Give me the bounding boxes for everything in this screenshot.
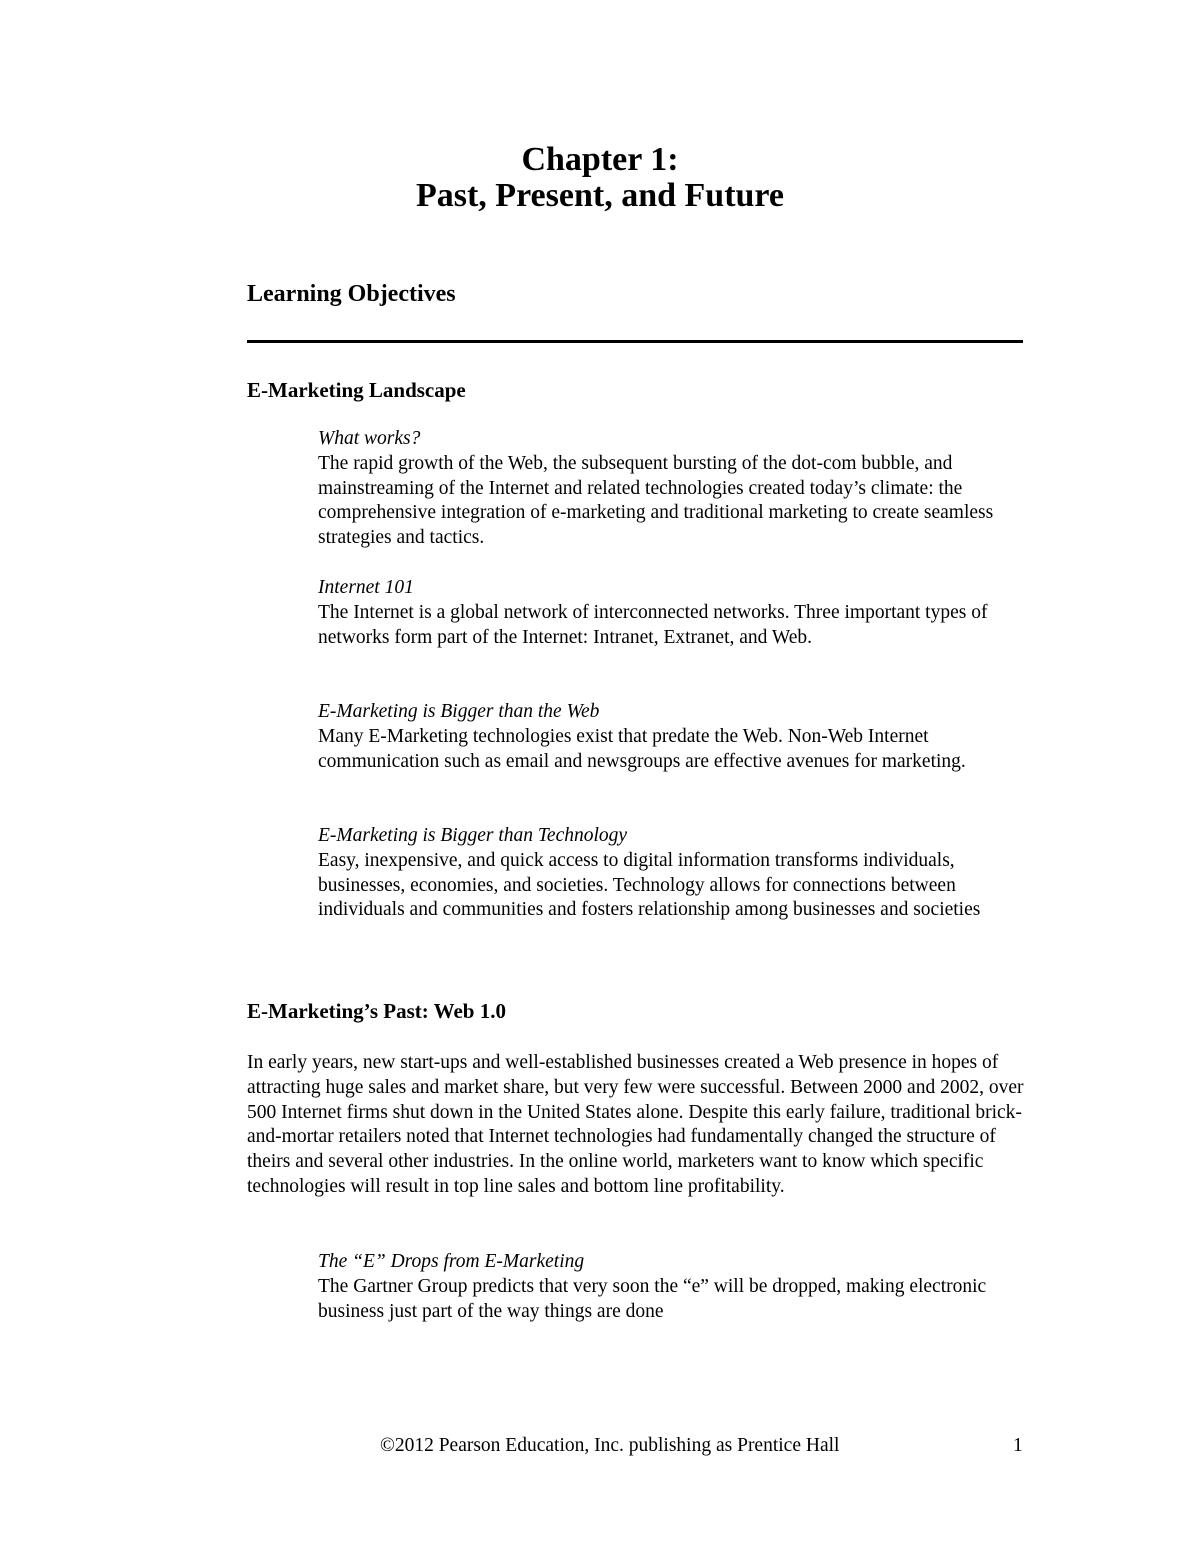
- objective-title: Internet 101: [318, 577, 414, 598]
- objective-body: Easy, inexpensive, and quick access to digital information transforms individuals, businesses, economies, and societies. Technology allows for connections between individuals and communities and fosters relationship among businesses and societies: [318, 849, 981, 921]
- chapter-name: Past, Present, and Future: [415, 177, 784, 214]
- objective-title: What works?: [318, 428, 421, 449]
- objective-block: [318, 700, 1028, 774]
- objective-body: The Internet is a global network of interconnected networks. Three important types of networks form part of the Internet: Intranet, Extranet, and Web.: [318, 601, 988, 648]
- chapter-number: Chapter 1:: [521, 141, 679, 178]
- objective-block: [318, 824, 1028, 923]
- objective-body: The Gartner Group predicts that very soon the “e” will be dropped, making electronic business just part of the way things are done: [318, 1275, 987, 1322]
- learning-objectives-heading: Learning Objectives: [247, 281, 456, 307]
- objective-block: [318, 1250, 1028, 1324]
- section-paragraph: In early years, new start-ups and well-established businesses created a Web presence in hopes of attracting huge sales and market share, but very few were successful. Between 2000 and 2002, over 500 Internet firms shut down in the United States alone. Despite this early failure, traditional brick-and-mortar retailers noted that Internet technologies had fundamentally changed the structure of theirs and several other industries. In the online world, marketers want to know which specific technologies will result in top line sales and bottom line profitability.: [247, 1052, 1024, 1197]
- objective-title: E-Marketing is Bigger than Technology: [318, 825, 628, 846]
- chapter-title: [0, 142, 1200, 214]
- objective-title: E-Marketing is Bigger than the Web: [318, 701, 600, 722]
- objective-title: The “E” Drops from E-Marketing: [318, 1251, 585, 1272]
- page-number: 1: [1013, 1435, 1023, 1456]
- copyright-notice: ©2012 Pearson Education, Inc. publishing as Prentice Hall: [380, 1435, 840, 1456]
- objective-block: [318, 427, 1028, 551]
- horizontal-rule: [247, 340, 1023, 343]
- objective-block: [318, 576, 1028, 650]
- section-heading-past: E-Marketing’s Past: Web 1.0: [247, 999, 506, 1023]
- objective-body: The rapid growth of the Web, the subsequent bursting of the dot-com bubble, and mainstreaming of the Internet and related technologies created today’s climate: the comprehensive integration of e-marketing and traditional marketing to create seamless strategies and tactics.: [318, 452, 994, 549]
- section-heading-landscape: E-Marketing Landscape: [247, 378, 466, 402]
- objective-body: Many E-Marketing technologies exist that predate the Web. Non-Web Internet communication such as email and newsgroups are effective avenues for marketing.: [318, 725, 966, 772]
